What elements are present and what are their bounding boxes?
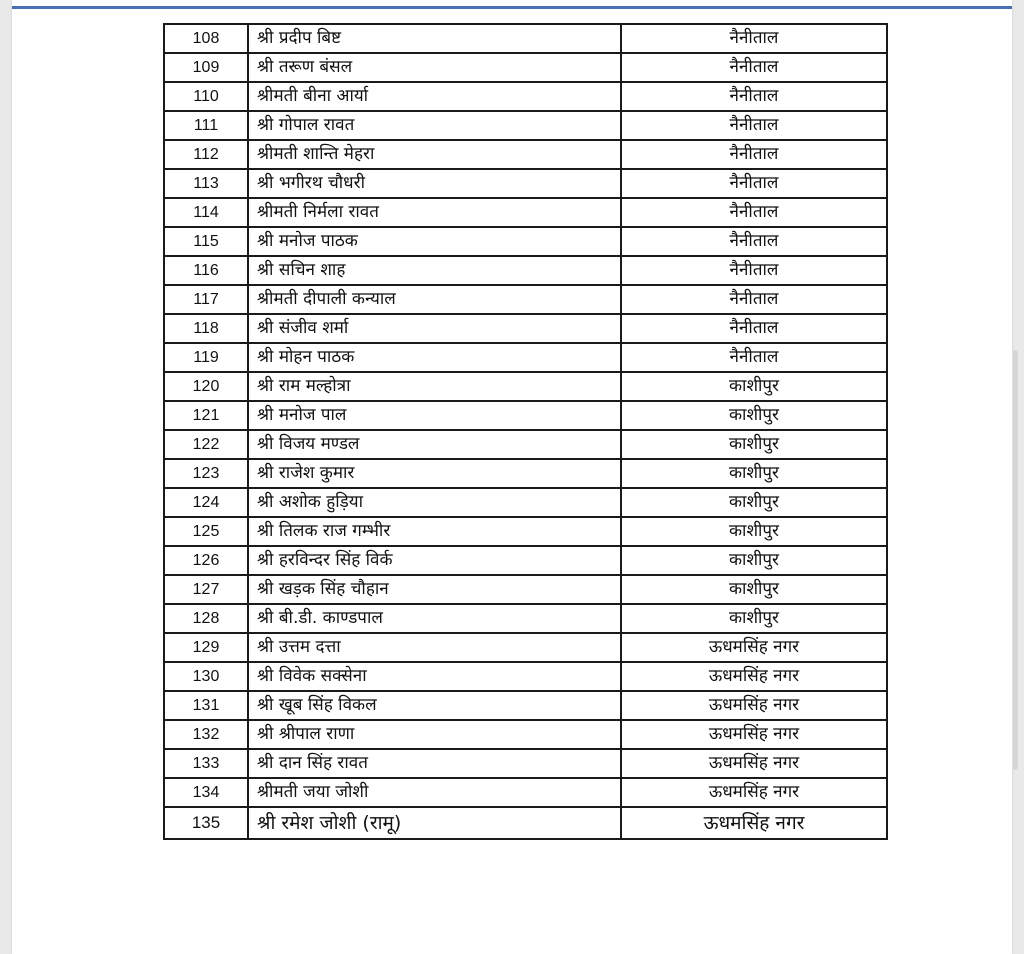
- member-name: श्री हरविन्दर सिंह विर्क: [248, 546, 621, 575]
- member-location: नैनीताल: [621, 53, 887, 82]
- member-name: श्री तरूण बंसल: [248, 53, 621, 82]
- member-name: श्री खड़क सिंह चौहान: [248, 575, 621, 604]
- serial-number: 108: [164, 24, 248, 53]
- table-row: [164, 778, 887, 807]
- member-name: श्रीमती निर्मला रावत: [248, 198, 621, 227]
- member-name: श्री मनोज पाठक: [248, 227, 621, 256]
- serial-number: 114: [164, 198, 248, 227]
- serial-number: 109: [164, 53, 248, 82]
- member-name: श्री सचिन शाह: [248, 256, 621, 285]
- member-name: श्री बी.डी. काण्डपाल: [248, 604, 621, 633]
- serial-number: 113: [164, 169, 248, 198]
- member-location: ऊधमसिंह नगर: [621, 662, 887, 691]
- serial-number: 134: [164, 778, 248, 807]
- serial-number: 122: [164, 430, 248, 459]
- serial-number: 116: [164, 256, 248, 285]
- table-row: [164, 546, 887, 575]
- table-row: [164, 111, 887, 140]
- serial-number: 112: [164, 140, 248, 169]
- table-row: [164, 285, 887, 314]
- member-location: नैनीताल: [621, 24, 887, 53]
- member-name: श्रीमती दीपाली कन्याल: [248, 285, 621, 314]
- member-name: श्री मोहन पाठक: [248, 343, 621, 372]
- member-name: श्रीमती जया जोशी: [248, 778, 621, 807]
- member-location: ऊधमसिंह नगर: [621, 778, 887, 807]
- serial-number: 132: [164, 720, 248, 749]
- table-row: [164, 575, 887, 604]
- member-location: नैनीताल: [621, 285, 887, 314]
- serial-number: 126: [164, 546, 248, 575]
- serial-number: 129: [164, 633, 248, 662]
- serial-number: 110: [164, 82, 248, 111]
- member-name: श्री विवेक सक्सेना: [248, 662, 621, 691]
- member-name: श्री श्रीपाल राणा: [248, 720, 621, 749]
- member-location: ऊधमसिंह नगर: [621, 720, 887, 749]
- table-row: [164, 24, 887, 53]
- member-location: काशीपुर: [621, 430, 887, 459]
- serial-number: 120: [164, 372, 248, 401]
- serial-number: 128: [164, 604, 248, 633]
- member-table-body: [164, 24, 887, 839]
- table-row: [164, 662, 887, 691]
- serial-number: 117: [164, 285, 248, 314]
- member-location: नैनीताल: [621, 256, 887, 285]
- table-row: [164, 53, 887, 82]
- table-row: [164, 198, 887, 227]
- table-row: [164, 169, 887, 198]
- serial-number: 133: [164, 749, 248, 778]
- serial-number: 123: [164, 459, 248, 488]
- table-row: [164, 517, 887, 546]
- table-row: [164, 256, 887, 285]
- member-table: [163, 23, 888, 840]
- member-location: ऊधमसिंह नगर: [621, 749, 887, 778]
- table-row: [164, 372, 887, 401]
- serial-number: 125: [164, 517, 248, 546]
- serial-number: 119: [164, 343, 248, 372]
- member-location: काशीपुर: [621, 401, 887, 430]
- table-row: [164, 720, 887, 749]
- serial-number: 135: [164, 807, 248, 839]
- member-location: नैनीताल: [621, 169, 887, 198]
- member-name: श्रीमती शान्ति मेहरा: [248, 140, 621, 169]
- table-row: [164, 343, 887, 372]
- table-row: [164, 82, 887, 111]
- table-row: [164, 459, 887, 488]
- table-row: [164, 604, 887, 633]
- member-name: श्री संजीव शर्मा: [248, 314, 621, 343]
- member-location: काशीपुर: [621, 575, 887, 604]
- table-row: [164, 227, 887, 256]
- table-row: [164, 401, 887, 430]
- serial-number: 127: [164, 575, 248, 604]
- member-name: श्री गोपाल रावत: [248, 111, 621, 140]
- serial-number: 121: [164, 401, 248, 430]
- table-row: [164, 807, 887, 839]
- member-location: काशीपुर: [621, 459, 887, 488]
- table-row: [164, 314, 887, 343]
- member-location: काशीपुर: [621, 604, 887, 633]
- member-name: श्री विजय मण्डल: [248, 430, 621, 459]
- serial-number: 131: [164, 691, 248, 720]
- vertical-scrollbar[interactable]: [1013, 350, 1018, 770]
- member-location: काशीपुर: [621, 546, 887, 575]
- member-name: श्रीमती बीना आर्या: [248, 82, 621, 111]
- member-location: नैनीताल: [621, 111, 887, 140]
- serial-number: 118: [164, 314, 248, 343]
- table-row: [164, 749, 887, 778]
- table-row: [164, 430, 887, 459]
- page-top-rule: [12, 6, 1012, 9]
- member-name: श्री राम मल्होत्रा: [248, 372, 621, 401]
- serial-number: 115: [164, 227, 248, 256]
- member-location: ऊधमसिंह नगर: [621, 807, 887, 839]
- member-location: काशीपुर: [621, 488, 887, 517]
- member-name: श्री उत्तम दत्ता: [248, 633, 621, 662]
- member-name: श्री मनोज पाल: [248, 401, 621, 430]
- member-location: काशीपुर: [621, 517, 887, 546]
- table-row: [164, 488, 887, 517]
- member-location: नैनीताल: [621, 82, 887, 111]
- member-name: श्री अशोक हुड़िया: [248, 488, 621, 517]
- member-name: श्री भगीरथ चौधरी: [248, 169, 621, 198]
- member-name: श्री खूब सिंह विकल: [248, 691, 621, 720]
- member-location: नैनीताल: [621, 343, 887, 372]
- member-name: श्री प्रदीप बिष्ट: [248, 24, 621, 53]
- member-location: नैनीताल: [621, 227, 887, 256]
- serial-number: 111: [164, 111, 248, 140]
- member-location: ऊधमसिंह नगर: [621, 691, 887, 720]
- member-location: नैनीताल: [621, 314, 887, 343]
- serial-number: 124: [164, 488, 248, 517]
- member-name: श्री रमेश जोशी (रामू): [248, 807, 621, 839]
- member-location: काशीपुर: [621, 372, 887, 401]
- member-location: ऊधमसिंह नगर: [621, 633, 887, 662]
- serial-number: 130: [164, 662, 248, 691]
- member-location: नैनीताल: [621, 140, 887, 169]
- member-location: नैनीताल: [621, 198, 887, 227]
- table-row: [164, 140, 887, 169]
- member-name: श्री दान सिंह रावत: [248, 749, 621, 778]
- table-row: [164, 633, 887, 662]
- member-name: श्री राजेश कुमार: [248, 459, 621, 488]
- member-name: श्री तिलक राज गम्भीर: [248, 517, 621, 546]
- table-row: [164, 691, 887, 720]
